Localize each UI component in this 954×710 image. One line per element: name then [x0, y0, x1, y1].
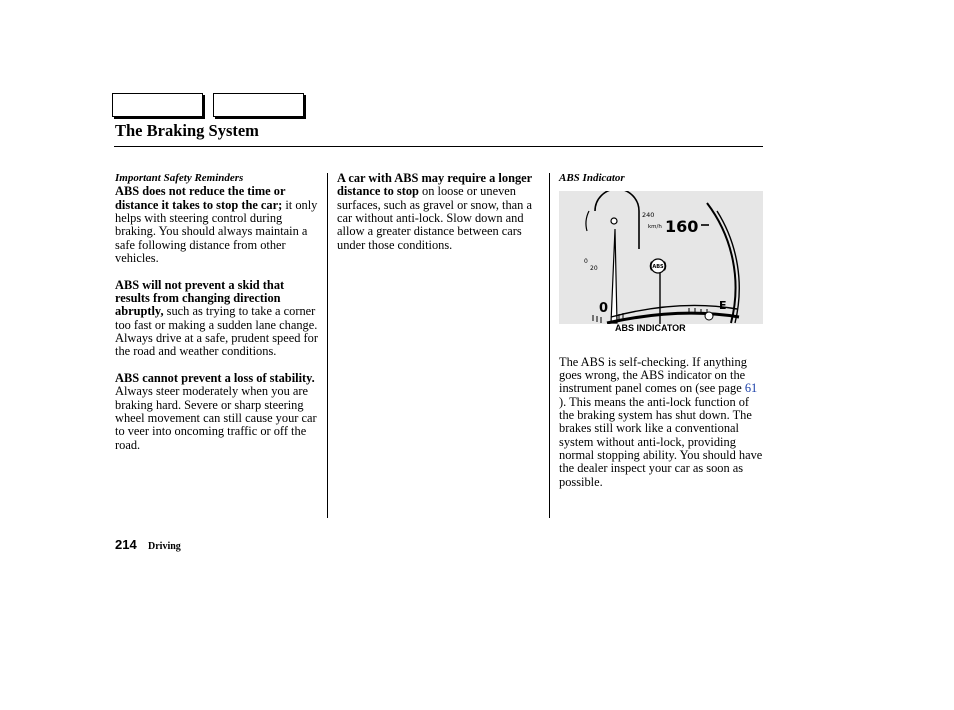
nav-tab-main-menu[interactable]: [112, 93, 203, 117]
reminder-text: it only helps with steering control during braking. You should always maintain a safe following distance from other vehicles.: [115, 197, 318, 266]
abs-indicator-figure: [559, 191, 763, 324]
column-stopping-distance: [337, 172, 542, 265]
left-scale-mark: 0: [584, 258, 588, 266]
fuel-pump-icon: [705, 312, 713, 320]
speed-scale-label: 240: [642, 211, 655, 220]
reminder-paragraph: [115, 279, 320, 359]
page-number: 214: [115, 537, 137, 552]
column-abs-indicator: [559, 172, 765, 502]
page-title: The Braking System: [115, 121, 259, 140]
abs-text-end: ). This means the anti-lock function of the braking system has shut down. The brakes still work like a conventional system without anti-lock, providing normal stopping ability. You should have the dealer inspect your car as soon as possible.: [559, 394, 763, 489]
nav-tab-section-index[interactable]: [213, 93, 304, 117]
stopping-emphasis: A car with ABS may require a longer distance to stop: [337, 171, 532, 199]
section-heading: Important Safety Reminders: [115, 172, 244, 184]
reminder-emphasis: ABS does not reduce the time or distance it takes to stop the car;: [115, 184, 286, 212]
abs-description: [559, 356, 765, 489]
stopping-paragraph: [337, 172, 542, 252]
column-divider-2: [549, 173, 550, 518]
figure-caption: ABS INDICATOR: [615, 323, 686, 334]
column-divider-1: [327, 173, 328, 518]
speed-readout: 160: [665, 217, 699, 237]
reminder-text: such as trying to take a corner too fast or making a sudden lane change. Always drive at a safe, prudent speed for the road and weather conditions.: [115, 304, 318, 359]
gauge-zero-label: 0: [599, 301, 609, 317]
reminder-paragraph: [115, 185, 320, 265]
page-reference-link[interactable]: 61: [744, 381, 758, 396]
fuel-empty-label: E: [719, 299, 727, 313]
section-name: Driving: [148, 541, 181, 552]
reminder-text: Always steer moderately when you are braking hard. Severe or sharp steering wheel movement can still cause your car to veer into oncoming traffic or off the road.: [115, 384, 317, 452]
stopping-text: on loose or uneven surfaces, such as gravel or snow, than a car without anti-lock. Slow down and allow a greater distance between cars under those conditions.: [337, 184, 532, 252]
column-safety-reminders: [115, 172, 320, 465]
reminder-paragraph: [115, 372, 320, 452]
unit-label: km/h: [648, 224, 662, 231]
svg-text:ABS: ABS: [652, 264, 664, 271]
reminder-emphasis: ABS cannot prevent a loss of stability.: [115, 371, 315, 386]
reminder-emphasis: ABS will not prevent a skid that results from changing direction abruptly,: [115, 277, 285, 319]
section-heading: ABS Indicator: [559, 172, 625, 184]
needle-hub: [611, 218, 617, 224]
title-divider: [114, 146, 763, 147]
abs-text-start: The ABS is self-checking. If anything goes wrong, the ABS indicator on the instrument panel comes on (see page: [559, 354, 747, 396]
abs-warning-lamp-icon: [650, 259, 665, 273]
left-scale-mark: 20: [590, 265, 598, 273]
